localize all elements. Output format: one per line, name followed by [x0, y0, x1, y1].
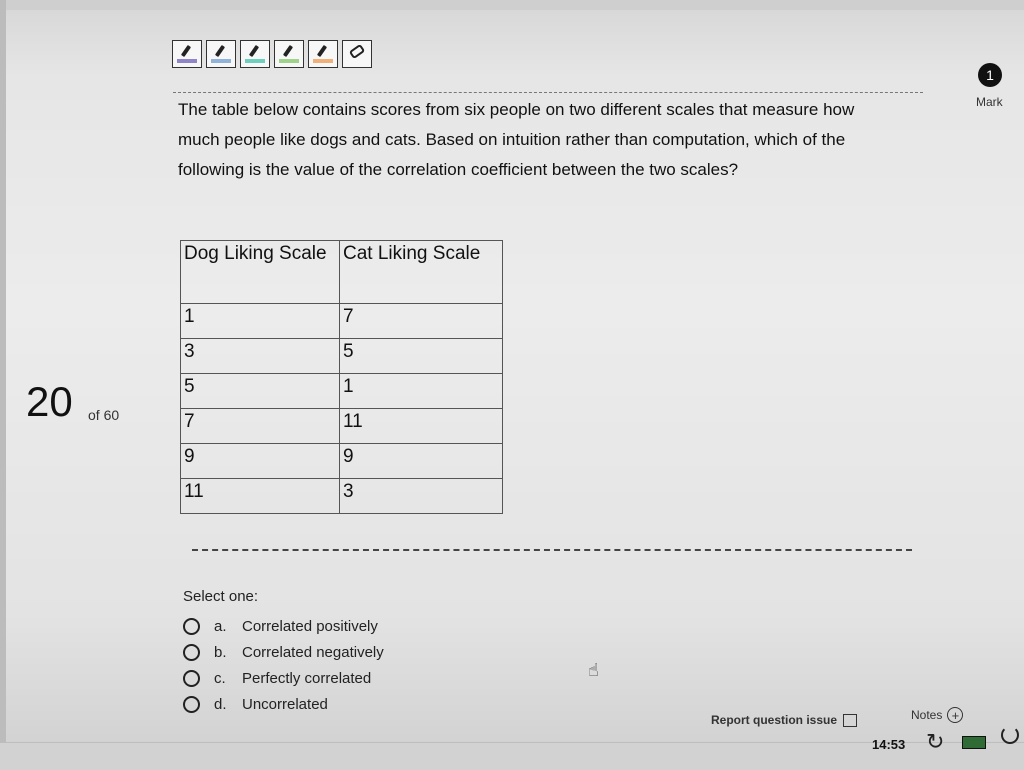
eraser-button[interactable] — [342, 40, 372, 68]
table-cell: 1 — [181, 304, 340, 339]
refresh-icon[interactable]: ↻ — [926, 729, 945, 754]
notes-button[interactable] — [911, 707, 963, 723]
table-row — [181, 409, 503, 444]
window-left-bezel — [0, 0, 6, 769]
divider-bottom — [192, 549, 912, 551]
pen-orange-button[interactable] — [308, 40, 338, 68]
green-swatch — [279, 59, 299, 63]
teal-swatch — [245, 59, 265, 63]
option-label: Uncorrelated — [242, 695, 328, 713]
pen-teal-button[interactable] — [240, 40, 270, 68]
power-icon[interactable] — [1001, 726, 1019, 744]
blue-swatch — [211, 59, 231, 63]
table-cell: 9 — [340, 444, 503, 479]
radio-c[interactable] — [183, 670, 200, 687]
pen-icon — [181, 45, 191, 57]
pen-green-button[interactable] — [274, 40, 304, 68]
option-d[interactable] — [183, 691, 384, 717]
pen-icon — [283, 45, 293, 57]
table-row — [181, 304, 503, 339]
table-cell: 11 — [181, 479, 340, 514]
table-row — [181, 444, 503, 479]
plus-icon: + — [947, 707, 963, 723]
option-c[interactable] — [183, 665, 384, 691]
table-header: Dog Liking Scale — [181, 241, 340, 304]
pen-icon — [249, 45, 259, 57]
eraser-icon — [349, 44, 366, 59]
radio-a[interactable] — [183, 618, 200, 635]
answer-options — [183, 613, 384, 717]
orange-swatch — [313, 59, 333, 63]
table-row — [181, 374, 503, 409]
notes-label: Notes — [911, 708, 943, 722]
table-cell: 5 — [181, 374, 340, 409]
table-row — [181, 479, 503, 514]
report-flag-icon — [843, 714, 857, 727]
annotation-toolbar — [172, 40, 372, 68]
table-cell: 5 — [340, 339, 503, 374]
option-letter: c. — [214, 669, 226, 687]
table-cell: 3 — [181, 339, 340, 374]
table-cell: 3 — [340, 479, 503, 514]
mark-label: Mark — [976, 95, 1003, 109]
table-cell: 9 — [181, 444, 340, 479]
report-issue-link[interactable] — [711, 713, 857, 727]
radio-b[interactable] — [183, 644, 200, 661]
option-label: Correlated positively — [242, 617, 378, 635]
option-letter: d. — [214, 695, 227, 713]
hand-cursor-icon: ☝ — [588, 660, 599, 680]
clock: 14:53 — [872, 737, 906, 752]
option-letter: b. — [214, 643, 227, 661]
pen-icon — [317, 45, 327, 57]
option-b[interactable] — [183, 639, 384, 665]
table-cell: 1 — [340, 374, 503, 409]
table-cell: 7 — [181, 409, 340, 444]
table-cell: 7 — [340, 304, 503, 339]
pen-blue-button[interactable] — [206, 40, 236, 68]
table-header-row — [181, 241, 503, 304]
table-header: Cat Liking Scale — [340, 241, 503, 304]
battery-icon — [962, 736, 986, 749]
option-label: Perfectly correlated — [242, 669, 372, 687]
table-cell: 11 — [340, 409, 503, 444]
question-total: of 60 — [88, 407, 120, 423]
option-letter: a. — [214, 617, 227, 635]
select-prompt: Select one: — [183, 588, 259, 605]
radio-d[interactable] — [183, 696, 200, 713]
table-row — [181, 339, 503, 374]
pen-purple-button[interactable] — [172, 40, 202, 68]
option-a[interactable] — [183, 613, 384, 639]
divider-top — [173, 92, 923, 93]
option-label: Correlated negatively — [242, 643, 384, 661]
question-text: The table below contains scores from six people on two different scales that measure how much people like dogs and cats. Based on intuition rather than computation, which of the following is the value of the correlation coefficient between the two scales? — [178, 100, 855, 179]
scores-table — [180, 240, 503, 514]
pen-icon — [215, 45, 225, 57]
window-top-bezel — [0, 0, 1024, 10]
report-label: Report question issue — [711, 713, 838, 727]
mark-flag-button[interactable]: 1 — [978, 63, 1002, 87]
taskbar — [0, 742, 1024, 770]
question-number: 20 — [26, 378, 73, 425]
purple-swatch — [177, 59, 197, 63]
